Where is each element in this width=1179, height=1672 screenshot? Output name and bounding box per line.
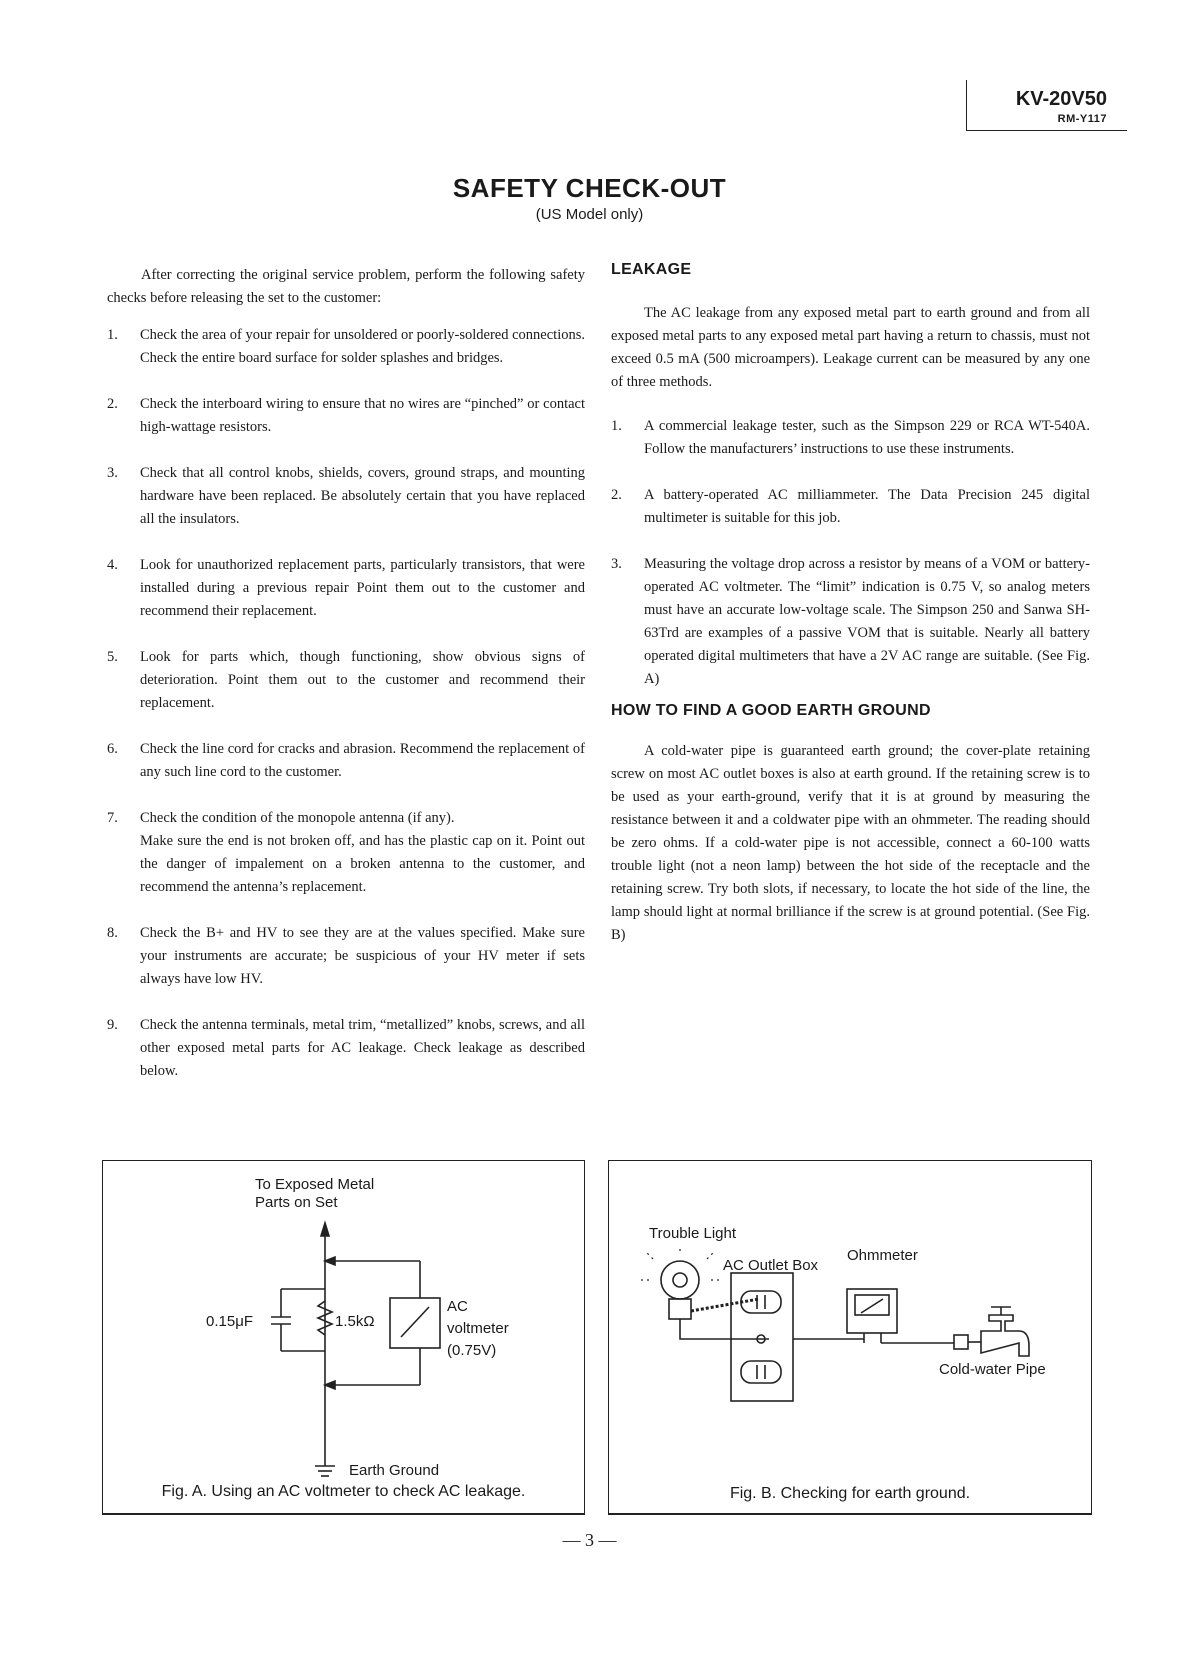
item-text: A commercial leakage tester, such as the Simpson 229 or RCA WT-540A. Follow the manufacturers’ instructions to use these instruments. — [644, 418, 1090, 457]
check-item-2 — [107, 393, 585, 439]
ohmmeter-needle — [861, 1299, 883, 1313]
item-number: 2. — [107, 396, 118, 412]
label-line-1: To Exposed Metal — [255, 1176, 375, 1193]
resistor-label: 1.5kΩ — [335, 1313, 375, 1330]
check-item-5 — [107, 646, 585, 715]
voltmeter-label — [447, 1296, 509, 1362]
check-item-6 — [107, 738, 585, 784]
remote-number: RM-Y117 — [1057, 113, 1107, 125]
item-text: Check the line cord for cracks and abrasion. Recommend the replacement of any such line cord to the customer. — [140, 741, 585, 780]
item-text: Check the interboard wiring to ensure that no wires are “pinched” or contact high-wattage resistors. — [140, 396, 585, 435]
item-number: 3. — [611, 556, 622, 572]
light-rays — [641, 1245, 719, 1280]
check-item-4 — [107, 554, 585, 623]
item-text: Look for unauthorized replacement parts, particularly transistors, that were installed during a previous repair Point them out to the customer and recommend their replacement. — [140, 557, 585, 619]
item-number: 7. — [107, 810, 118, 826]
ohmmeter-label: Ohmmeter — [847, 1247, 918, 1264]
page-header — [966, 80, 1127, 131]
item-text: Check the B+ and HV to see they are at the values specified. Make sure your instruments are accurate; be suspicious of your HV meter if sets always have low HV. — [140, 925, 585, 987]
item-text: Measuring the voltage drop across a resistor by means of a VOM or battery-operated AC voltmeter. The “limit” indication is 0.75 V, so analog meters must have an accurate low-voltage scale. The Simpson 250 and Sanwa SH-63Trd are examples of a passive VOM that is suitable. Nearly all battery operated digital multimeters that have a 2V AC range are suitable. (See Fig. A) — [644, 556, 1090, 687]
item-text: Look for parts which, though functioning, show obvious signs of deterioration. Point them out to the customer and recommend their replacement. — [140, 649, 585, 711]
fig-a-schematic — [103, 1161, 584, 1513]
fig-b-illustration — [609, 1161, 1091, 1513]
meter-line-1: AC — [447, 1298, 468, 1315]
method-item-1 — [611, 415, 1090, 461]
pipe-label: Cold-water Pipe — [939, 1361, 1046, 1378]
outlet-box — [731, 1273, 793, 1401]
left-column — [107, 264, 585, 1106]
pipe-clamp — [954, 1335, 968, 1349]
item-number: 9. — [107, 1017, 118, 1033]
check-item-3 — [107, 462, 585, 531]
lamp-cord — [680, 1319, 769, 1339]
leakage-heading: LEAKAGE — [611, 261, 692, 278]
item-number: 3. — [107, 465, 118, 481]
item-text-continued: Make sure the end is not broken off, and has the plastic cap on it. Point out the danger of impalement on a broken antenna to the customer, and recommend the antenna’s replacement. — [140, 833, 585, 895]
check-item-9 — [107, 1014, 585, 1083]
item-number: 8. — [107, 925, 118, 941]
item-text: Check that all control knobs, shields, covers, ground straps, and mounting hardware have been replaced. Be absolutely certain that you have replaced all the insulators. — [140, 465, 585, 527]
ground-paragraph: A cold-water pipe is guaranteed earth ground; the cover-plate retaining screw on most AC outlet boxes is also at earth ground. If the retaining screw is to be used as your earth-ground, verify that it is at ground by measuring the resistance between it and a coldwater pipe with an ohmmeter. The reading should be zero ohms. If a cold-water pipe is not accessible, connect a 60-100 watts trouble light (not a neon lamp) between the hot side of the receptacle and the retaining screw. Try both slots, if necessary, to locate the hot side of the line, the lamp should light at normal brilliance if the screw is at ground potential. (See Fig. B) — [611, 743, 1090, 943]
meter-line-2: voltmeter — [447, 1320, 509, 1337]
receptacle-bottom — [741, 1361, 781, 1383]
item-text: Check the area of your repair for unsoldered or poorly-soldered connections. Check the entire board surface for solder splashes and bridges. — [140, 327, 585, 366]
fig-a-caption: Fig. A. Using an AC voltmeter to check AC leakage. — [161, 1483, 526, 1500]
item-number: 1. — [611, 418, 622, 434]
figure-b — [608, 1160, 1092, 1515]
method-item-3 — [611, 553, 1090, 691]
page-number: — 3 — — [562, 1530, 617, 1550]
figure-a — [102, 1160, 585, 1515]
item-text: Check the antenna terminals, metal trim, “metallized” knobs, screws, and all other exposed metal parts for AC leakage. Check leakage as described below. — [140, 1017, 585, 1079]
check-item-1 — [107, 324, 585, 370]
intro-paragraph: After correcting the original service problem, perform the following safety checks before releasing the set to the customer: — [107, 267, 585, 306]
item-number: 6. — [107, 741, 118, 757]
check-item-7 — [107, 807, 585, 899]
page-title: SAFETY CHECK-OUT — [452, 173, 727, 203]
label-line-2: Parts on Set — [255, 1194, 338, 1211]
ground-label: Earth Ground — [349, 1462, 440, 1479]
item-number: 2. — [611, 487, 622, 503]
fig-a-top-label — [255, 1176, 374, 1212]
item-text: Check the condition of the monopole antenna (if any). — [140, 810, 455, 826]
outlet-box-label: AC Outlet Box — [723, 1257, 819, 1274]
item-number: 1. — [107, 327, 118, 343]
fig-b-caption: Fig. B. Checking for earth ground. — [729, 1485, 971, 1502]
model-number: KV-20V50 — [1015, 88, 1107, 110]
meter-line-3: (0.75V) — [447, 1342, 497, 1359]
faucet — [981, 1315, 1029, 1356]
lamp-socket — [669, 1299, 691, 1319]
arrow-head — [321, 1223, 329, 1236]
ground-heading: HOW TO FIND A GOOD EARTH GROUND — [611, 702, 931, 719]
voltmeter-needle — [401, 1307, 429, 1337]
item-number: 5. — [107, 649, 118, 665]
item-number: 4. — [107, 557, 118, 573]
light-bulb — [661, 1261, 699, 1299]
leakage-intro: The AC leakage from any exposed metal part to earth ground and from all exposed metal parts to any exposed metal part having a return to chassis, must not exceed 0.5 mA (500 microampers). Leakage current can be measured by any one of three methods. — [611, 305, 1090, 390]
item-text: A battery-operated AC milliammeter. The Data Precision 245 digital multimeter is suitable for this job. — [644, 487, 1090, 526]
page-subtitle: (US Model only) — [535, 206, 644, 223]
check-item-8 — [107, 922, 585, 991]
right-column — [611, 258, 1090, 947]
trouble-light-label: Trouble Light — [649, 1225, 736, 1242]
capacitor-label: 0.15μF — [206, 1313, 253, 1330]
method-item-2 — [611, 484, 1090, 530]
